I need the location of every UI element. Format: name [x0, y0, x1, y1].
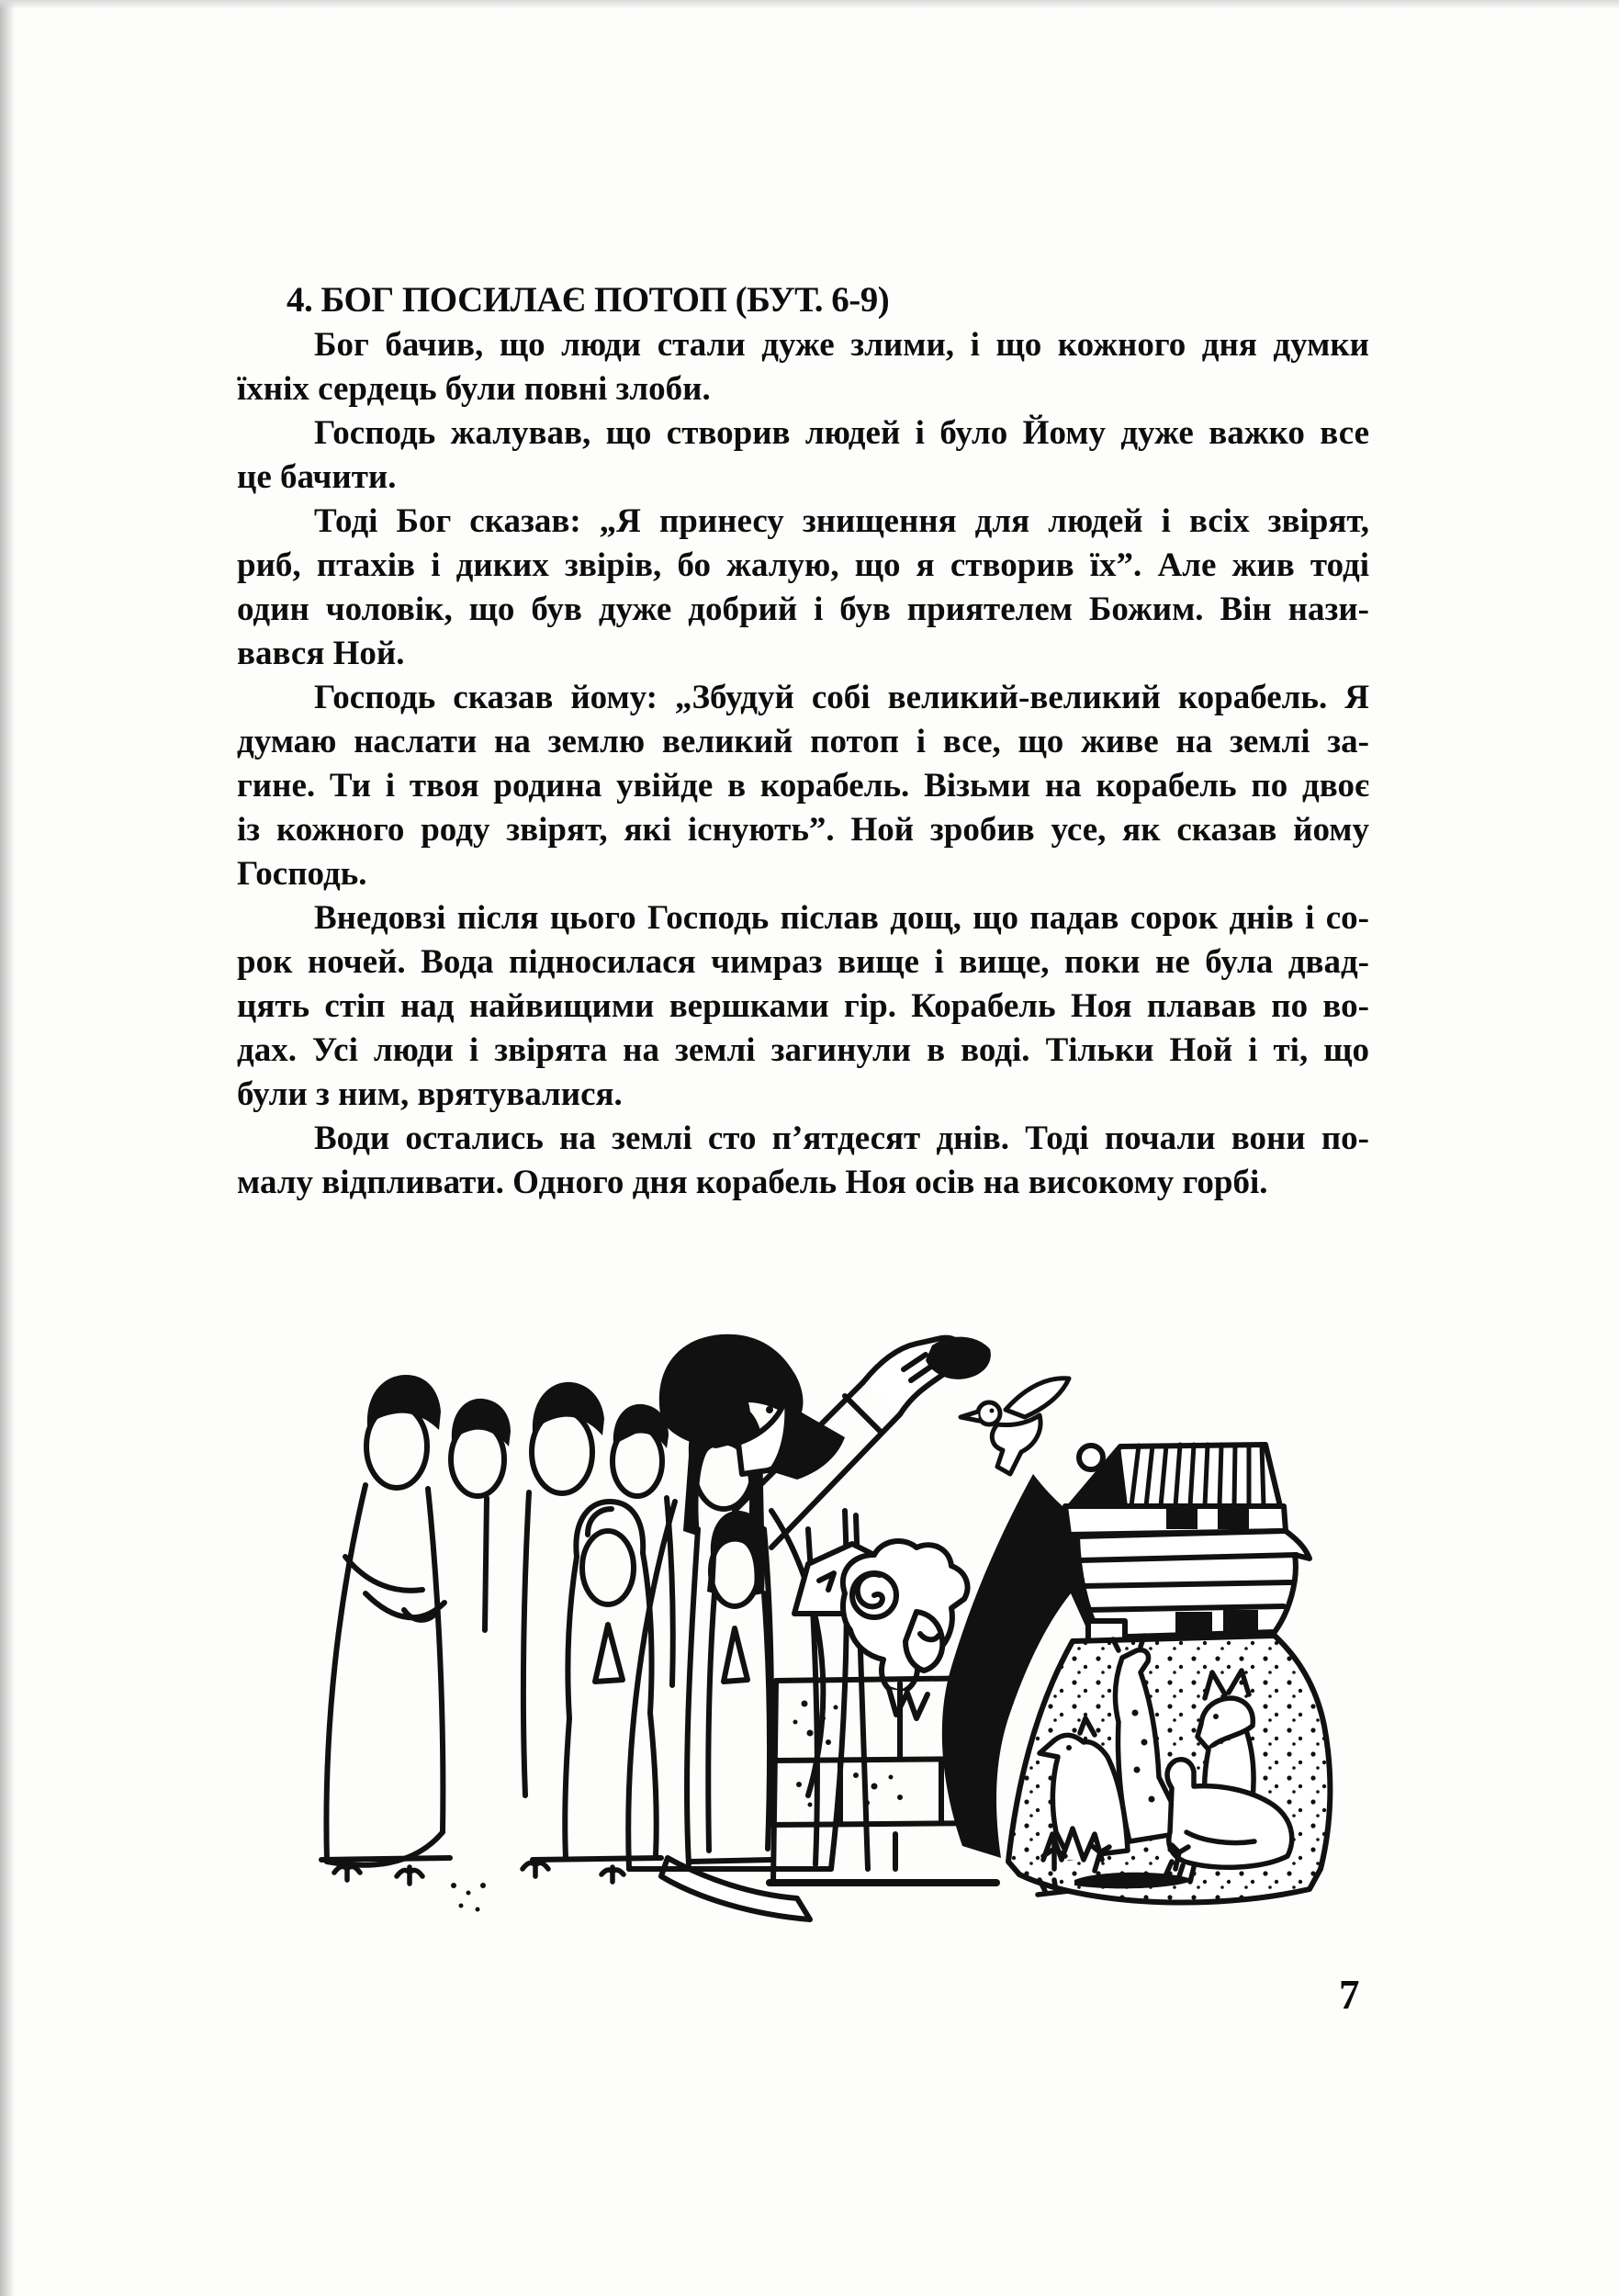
- page-title: 4. БОГ ПОСИЛАЄ ПОТОП (БУТ. 6-9): [287, 280, 890, 321]
- ark: [1065, 1445, 1310, 1641]
- text-line: цять стіп над найвищими вершками гір. Корабель Ноя плавав по во-: [237, 987, 1369, 1025]
- paragraph: [237, 676, 1369, 896]
- paragraph: [237, 1117, 1369, 1205]
- text-line: Господь.: [237, 855, 367, 893]
- body-text: [237, 323, 1369, 1205]
- text-line: це бачити.: [237, 458, 397, 496]
- text-line: малу відпливати. Одного дня корабель Ноя осів на високому горбі.: [237, 1164, 1268, 1201]
- text-line: Внедовзі після цього Господь післав дощ, що падав сорок днів і со-: [314, 899, 1369, 937]
- text-line: дах. Усі люди і звірята на землі загинули в воді. Тільки Ной і ті, що: [237, 1031, 1369, 1069]
- text-line: вався Ной.: [237, 635, 405, 672]
- text-line: рок ночей. Вода підносилася чимраз вище і вище, поки не була двад-: [237, 943, 1369, 981]
- page-number: 7: [1339, 1972, 1360, 2018]
- paragraph: [237, 896, 1369, 1117]
- text-line: із кожного роду звірят, які існують”. Ной зробив усе, як сказав йому: [237, 811, 1369, 849]
- noah-family-group: [321, 1375, 810, 1919]
- paragraph: [237, 500, 1369, 676]
- text-line: один чоловік, що був дуже добрий і був приятелем Божим. Він нази-: [237, 591, 1369, 628]
- text-line: Тоді Бог сказав: „Я принесу знищення для людей і всіх звірят,: [314, 502, 1369, 540]
- scan-edge-shadow-top: [0, 0, 1619, 9]
- text-line: Води остались на землі сто п’ятдесят днів. Тоді почали вони по-: [314, 1120, 1369, 1157]
- scan-edge-shadow: [0, 0, 15, 2296]
- text-line: думаю наслати на землю великий потоп і все, що живе на землі за-: [237, 723, 1369, 760]
- paragraph: [237, 323, 1369, 411]
- text-line: риб, птахів і диких звірів, бо жалую, що я створив їх”. Але жив тоді: [237, 546, 1369, 584]
- noah-flood-illustration: [257, 1318, 1341, 1924]
- text-line: гине. Ти і твоя родина увійде в корабель. Візьми на корабель по двоє: [237, 767, 1369, 805]
- text-line: Бог бачив, що люди стали дуже злими, і що кожного дня думки: [314, 326, 1369, 364]
- text-line: їхніх сердець були повні злоби.: [237, 370, 711, 408]
- text-line: Господь жалував, що створив людей і було Йому дуже важко все: [314, 414, 1369, 452]
- text-line: Господь сказав йому: „Збудуй собі великий-великий корабель. Я: [314, 679, 1369, 716]
- paragraph: [237, 411, 1369, 500]
- text-line: були з ним, врятувалися.: [237, 1075, 623, 1113]
- dove-icon: [961, 1379, 1069, 1474]
